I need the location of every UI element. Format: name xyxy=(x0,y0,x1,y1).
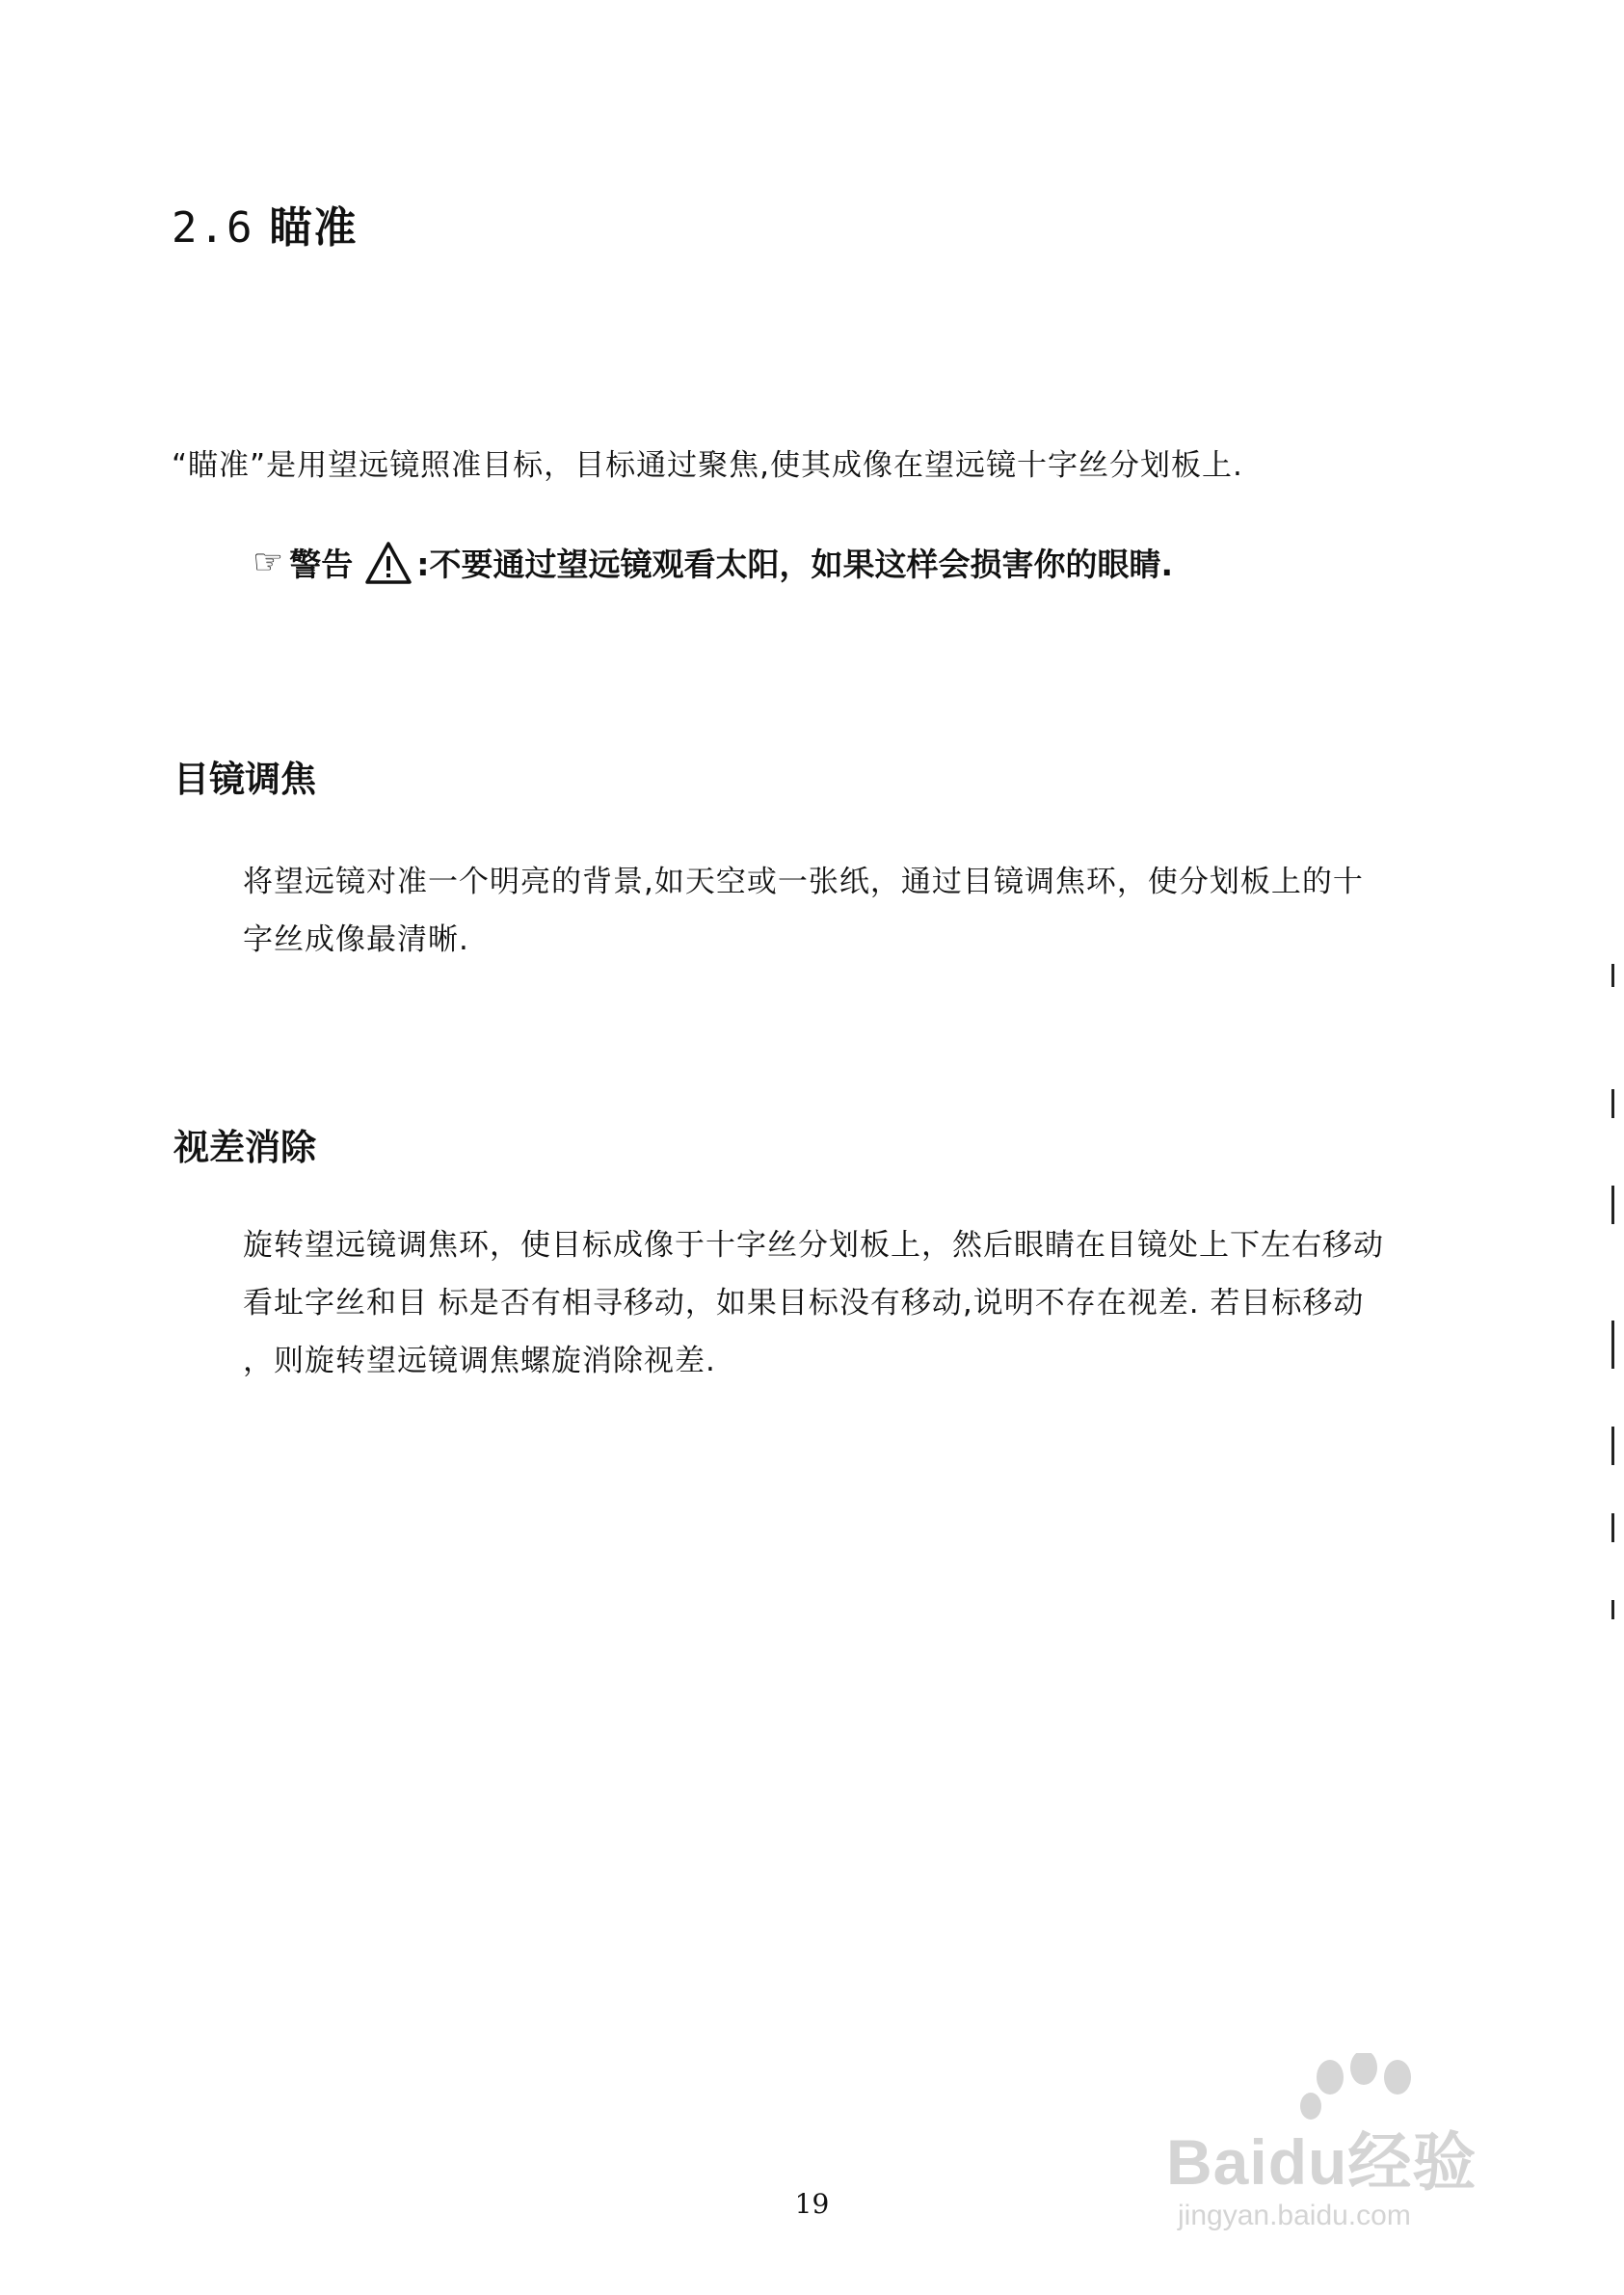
parallax-heading: 视差消除 xyxy=(173,1127,316,1168)
parallax-paragraph xyxy=(243,1216,1554,1390)
section-title-text: 瞄准 xyxy=(269,203,359,253)
watermark-url: jingyan.baidu.com xyxy=(1178,2200,1411,2231)
warning-label: 警告 xyxy=(289,546,354,583)
paragraph-line: 旋转望远镜调焦环，使目标成像于十字丝分划板上，然后眼睛在目镜处上下左右移动 xyxy=(243,1228,1384,1263)
baidu-jingyan-watermark xyxy=(1157,2053,1571,2265)
paragraph-line: ，则旋转望远镜调焦螺旋消除视差. xyxy=(243,1344,716,1378)
paragraph-line: 看址字丝和目 标是否有相寻移动，如果目标没有移动,说明不存在视差. 若目标移动 xyxy=(243,1286,1365,1321)
page-number: 19 xyxy=(794,2188,830,2220)
section-title xyxy=(172,193,358,254)
paragraph-line: 将望远镜对准一个明亮的背景,如天空或一张纸，通过目镜调焦环，使分划板上的十 xyxy=(243,865,1364,899)
intro-paragraph: “瞄准”是用望远镜照准目标，目标通过聚焦,使其成像在望远镜十字丝分划板上. xyxy=(172,448,1243,483)
warning-triangle-icon xyxy=(364,541,413,585)
warning-notice xyxy=(253,540,1173,585)
eyepiece-focus-heading: 目镜调焦 xyxy=(173,759,316,800)
pointing-hand-icon: ☞ xyxy=(253,543,284,582)
watermark-logo-text: Baidu经验 xyxy=(1166,2126,1478,2198)
section-number: 2.6 xyxy=(172,203,254,253)
warning-text: :不要通过望远镜观看太阳，如果这样会损害你的眼睛. xyxy=(416,546,1174,583)
eyepiece-focus-paragraph xyxy=(243,853,1554,969)
paragraph-line: 字丝成像最清晰. xyxy=(243,922,469,957)
